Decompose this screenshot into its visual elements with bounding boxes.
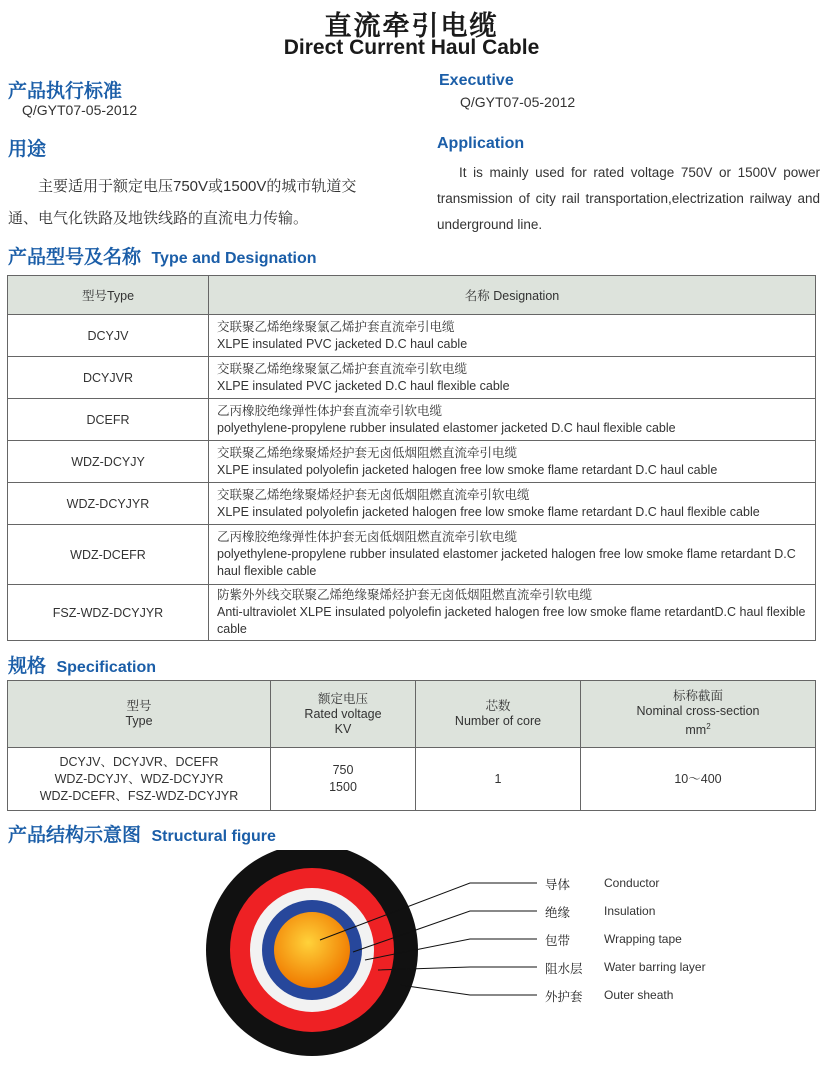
type-model: DCYJVR [8,357,209,399]
spec-voltage-line2: 1500 [329,780,357,794]
table-row [8,315,816,357]
figure-heading-cn: 产品结构示意图 [8,825,142,846]
spec-table [7,680,816,811]
standard-heading-cn: 产品执行标准 [8,81,123,102]
figure-label-en: Wrapping tape [604,932,682,946]
type-heading-cn: 产品型号及名称 [8,247,142,268]
type-col-name: 名称 Designation [209,276,816,315]
table-row [8,525,816,585]
spec-col-type-cn: 型号 [126,699,152,713]
type-desc-en: Anti-ultraviolet XLPE insulated polyolefin jacketed halogen free low smoke flame retardantD.C haul flexible cable [217,605,806,636]
conductor-core [274,912,350,988]
type-desc-cn: 乙丙橡胶绝缘弹性体护套直流牵引软电缆 [217,403,443,418]
application-text-cn-line2: 通、电气化铁路及地铁线路的直流电力传输。 [8,210,309,227]
spec-col-section-cn: 标称截面 [672,689,723,704]
spec-heading [8,651,156,678]
spec-type-line1: DCYJV、DCYJVR、DCEFR [59,754,219,769]
table-row [8,357,816,399]
type-table [7,275,816,641]
spec-col-section-unit-sup: 2 [706,722,711,732]
page-title-cn: 直流牵引电缆 [324,11,499,41]
type-col-model: 型号Type [8,276,209,315]
spec-voltage-line1: 750 [332,763,354,777]
spec-heading-cn: 规格 [8,656,47,677]
spec-type-line3: WDZ-DCEFR、FSZ-WDZ-DCYJYR [39,788,239,803]
figure-heading [8,820,276,847]
type-model: WDZ-DCYJYR [8,483,209,525]
standard-code-cn: Q/GYT07-05-2012 [22,102,138,118]
type-desc-cn: 交联聚乙烯绝缘聚烯烃护套无卤低烟阻燃直流牵引电缆 [217,445,518,460]
type-desc-en: XLPE insulated polyolefin jacketed halogen free low smoke flame retardant D.C haul flexible cable [217,504,760,519]
type-desc-cn: 交联聚乙烯绝缘聚烯烃护套无卤低烟阻燃直流牵引软电缆 [217,487,530,502]
figure-label-cn: 包带 [545,934,571,948]
figure-label-en: Water barring layer [604,960,706,974]
figure-label-en: Insulation [604,904,656,918]
standard-heading-en: Executive [439,72,514,89]
spec-type-line2: WDZ-DCYJY、WDZ-DCYJYR [54,771,224,786]
type-model: DCYJV [8,315,209,357]
spec-col-type-en: Type [125,714,153,728]
table-row [8,441,816,483]
application-heading-cn: 用途 [8,139,47,160]
type-model: WDZ-DCYJY [8,441,209,483]
type-desc-cn: 交联聚乙烯绝缘聚氯乙烯护套直流牵引软电缆 [217,361,468,376]
type-desc-cn: 交联聚乙烯绝缘聚氯乙烯护套直流牵引电缆 [217,319,455,334]
figure-heading-en: Structural figure [151,828,276,845]
type-model: DCEFR [8,399,209,441]
type-desc-en: XLPE insulated PVC jacketed D.C haul cable [217,336,468,351]
spec-section: 10～400 [581,748,816,811]
table-row [8,585,816,641]
spec-col-voltage-en: Rated voltage [304,706,382,721]
figure-label-en: Conductor [604,876,660,890]
type-model: WDZ-DCEFR [8,525,209,585]
spec-col-core-en: Number of core [454,714,542,728]
application-text-cn-line1: 主要适用于额定电压750V或1500V的城市轨道交 [38,178,357,195]
table-row [8,399,816,441]
figure-label-cn: 绝缘 [545,906,571,920]
table-row [8,748,816,811]
application-heading-en: Application [437,135,525,152]
spec-col-section-en: Nominal cross-section [636,704,760,719]
type-desc-en: XLPE insulated polyolefin jacketed halogen free low smoke flame retardant D.C haul cable [217,462,718,477]
figure-label-en: Outer sheath [604,988,674,1002]
standard-code-en: Q/GYT07-05-2012 [460,94,576,110]
figure-label-cn: 外护套 [545,990,583,1004]
type-desc-en: polyethylene-propylene rubber insulated elastomer jacketed halogen free low smoke flame retardant D.C haul flexible cable [217,547,796,578]
leader-line-sheath [400,985,537,995]
spec-col-core-cn: 芯数 [485,699,511,713]
spec-core: 1 [416,748,581,811]
page-title-en: Direct Current Haul Cable [283,36,540,59]
table-row [8,483,816,525]
type-heading [8,242,317,269]
application-text-en: It is mainly used for rated voltage 750V or 1500V power transmission of city rail transportation,electrization railway and underground line. [437,165,820,232]
spec-heading-en: Specification [56,659,157,676]
spec-col-voltage-unit: KV [334,721,352,736]
type-desc-cn: 防紫外外线交联聚乙烯绝缘聚烯烃护套无卤低烟阻燃直流牵引软电缆 [217,588,593,602]
spec-col-section-unit: mm [685,723,707,738]
type-desc-en: polyethylene-propylene rubber insulated elastomer jacketed D.C haul flexible cable [217,420,676,435]
spec-col-voltage-cn: 额定电压 [317,691,368,706]
type-heading-en: Type and Designation [151,250,317,267]
figure-label-cn: 阻水层 [545,962,583,976]
type-model: FSZ-WDZ-DCYJYR [8,585,209,641]
type-desc-cn: 乙丙橡胶绝缘弹性体护套无卤低烟阻燃直流牵引软电缆 [217,530,518,544]
figure-label-cn: 导体 [545,878,571,892]
type-desc-en: XLPE insulated PVC jacketed D.C haul flexible cable [217,378,510,393]
